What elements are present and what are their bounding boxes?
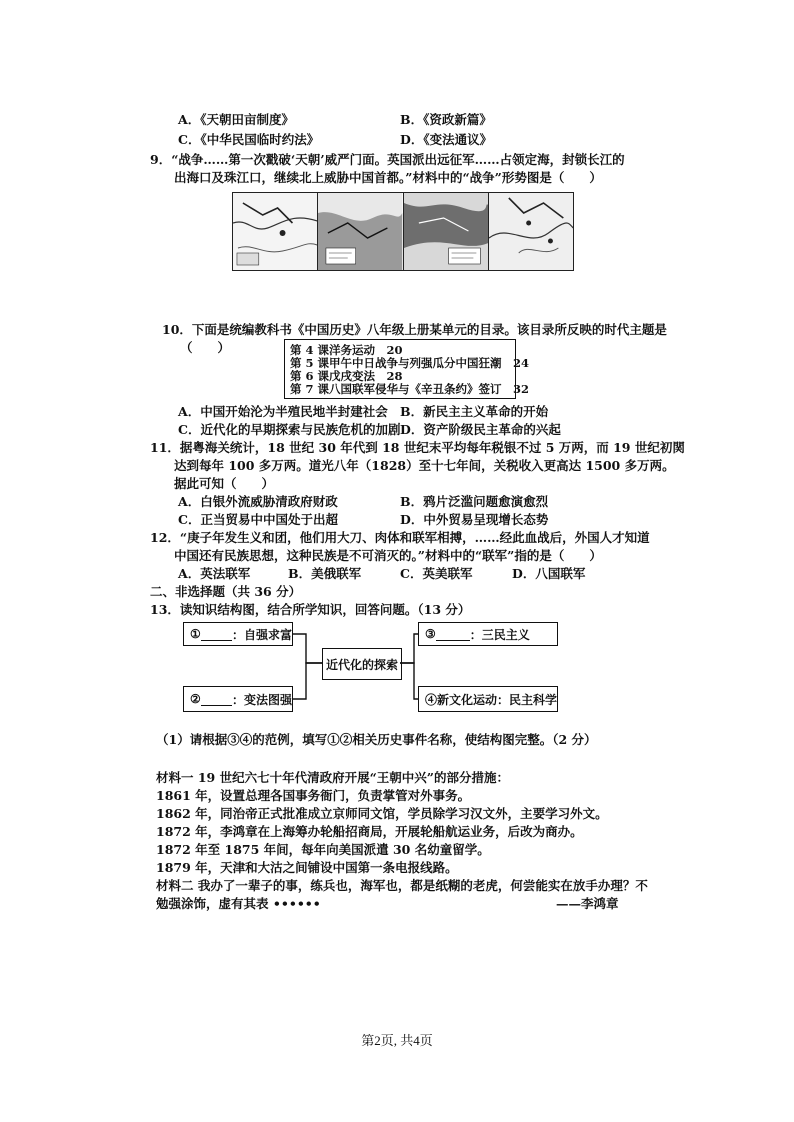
q9-stem-line2: 出海口及珠江口，继续北上威胁中国首都。”材料中的“战争”形势图是（ ）: [174, 170, 602, 185]
node-3-three-principles: [418, 622, 558, 646]
toc-row: 第 7 课八国联军侵华与《辛丑条约》签订 32: [290, 382, 530, 396]
material2-line2: 勉强涂饰，虚有其表 ••••••: [156, 896, 321, 911]
node-2-reform: [183, 686, 293, 712]
q12-option-a: A．英法联军: [178, 566, 251, 581]
q10-option-d: D．资产阶级民主革命的兴起: [400, 422, 561, 437]
node-3-blank[interactable]: [436, 628, 470, 641]
q10-stem-line1: 10．下面是统编教科书《中国历史》八年级上册某单元的目录。该目录所反映的时代主题是: [162, 322, 667, 337]
q10-option-b: B．新民主主义革命的开始: [400, 404, 549, 419]
q10-option-a: A．中国开始沦为半殖民地半封建社会: [178, 404, 388, 419]
node-1-label: ：自强求富: [231, 627, 292, 642]
q11-option-d: D．中外贸易呈现增长态势: [400, 512, 549, 527]
node-3-label: ：三民主义: [469, 627, 530, 642]
map-image-c[interactable]: [404, 193, 489, 270]
material1-item: 1862 年，同治帝正式批准成立京师同文馆，学员除学习汉文外，主要学习外文。: [156, 806, 608, 821]
node-2-blank[interactable]: [201, 693, 232, 706]
map-image-a[interactable]: [233, 193, 318, 270]
q8-option-b: B．《资政新篇》: [400, 112, 492, 127]
q12-stem-line1: 12．“庚子年发生义和团，他们用大刀、肉体和联军相搏，……经此血战后，外国人才知道: [150, 530, 650, 545]
toc-row: 第 4 课洋务运动 20: [290, 343, 403, 357]
material1-item: 1879 年，天津和大沽之间铺设中国第一条电报线路。: [156, 860, 458, 875]
node-1-blank[interactable]: [201, 628, 232, 641]
toc-row: 第 5 课甲午中日战争与列强瓜分中国狂潮 24: [290, 356, 530, 370]
q8-option-a: A．《天朝田亩制度》: [178, 112, 294, 127]
node-4-new-culture: [418, 686, 558, 712]
q10-stem-line2: （ ）: [180, 340, 231, 355]
material1-item: 1861 年，设置总理各国事务衙门，负责掌管对外事务。: [156, 788, 471, 803]
q12-option-d: D．八国联军: [512, 566, 586, 581]
q10-option-c: C．近代化的早期探索与民族危机的加剧: [178, 422, 401, 437]
q11-option-a: A．白银外流威胁清政府财政: [178, 494, 338, 509]
center-node: 近代化的探索: [322, 648, 402, 680]
section2-title: 二、非选择题（共 36 分）: [150, 584, 302, 599]
toc-row: 第 6 课戊戌变法 28: [290, 369, 403, 383]
q11-stem-line2: 达到每年 100 多万两。道光八年（1828）至十七年间，关税收入更高达 1500 多万两。: [174, 458, 675, 473]
node-2-label: ：变法图强: [231, 692, 292, 707]
node-1-self-strengthening: [183, 622, 293, 646]
q10-table-of-contents: [284, 339, 530, 399]
q8-option-d: D．《变法通议》: [400, 132, 493, 147]
q9-map-images: [232, 192, 574, 271]
material2-line1: 材料二 我办了一辈子的事，练兵也，海军也，都是纸糊的老虎，何尝能实在放手办理？不: [156, 878, 648, 893]
q9-stem-line1: 9．“战争……第一次戳破‘天朝’威严门面。英国派出远征军……占领定海，封锁长江的: [150, 152, 625, 167]
q12-option-b: B．美俄联军: [288, 566, 362, 581]
node-4-label: ④新文化运动：民主科学: [425, 692, 558, 707]
node-1-marker: ①: [190, 627, 201, 641]
q11-option-c: C．正当贸易中中国处于出超: [178, 512, 338, 527]
q11-option-b: B．鸦片泛滥问题愈演愈烈: [400, 494, 549, 509]
q12-option-c: C．英美联军: [400, 566, 473, 581]
map-image-d[interactable]: [489, 193, 573, 270]
q12-stem-line2: 中国还有民族思想，这种民族是不可消灭的。”材料中的“联军”指的是（ ）: [174, 548, 602, 563]
material1-item: 1872 年，李鸿章在上海筹办轮船招商局，开展轮船航运业务，后改为商办。: [156, 824, 583, 839]
node-3-marker: ③: [425, 627, 436, 641]
q13-subquestion-1: （1）请根据③④的范例，填写①②相关历史事件名称，使结构图完整。（2 分）: [156, 732, 597, 747]
q11-stem-line3: 据此可知（ ）: [174, 476, 275, 491]
node-2-marker: ②: [190, 692, 201, 706]
map-image-b[interactable]: [318, 193, 403, 270]
material1-title: 材料一 19 世纪六七十年代清政府开展“王朝中兴”的部分措施：: [156, 770, 509, 785]
material2-author: ——李鸿章: [556, 896, 619, 911]
q8-option-c: C．《中华民国临时约法》: [178, 132, 320, 147]
material1-item: 1872 年至 1875 年间，每年向美国派遣 30 名幼童留学。: [156, 842, 490, 857]
q11-stem-line1: 11．据粤海关统计，18 世纪 30 年代到 18 世纪末平均每年税银不过 5 万两，而 19 世纪初関: [150, 440, 685, 455]
q13-intro: 13．读知识结构图，结合所学知识，回答问题。（13 分）: [150, 602, 471, 617]
page-footer: 第2页, 共4页: [361, 1033, 433, 1048]
